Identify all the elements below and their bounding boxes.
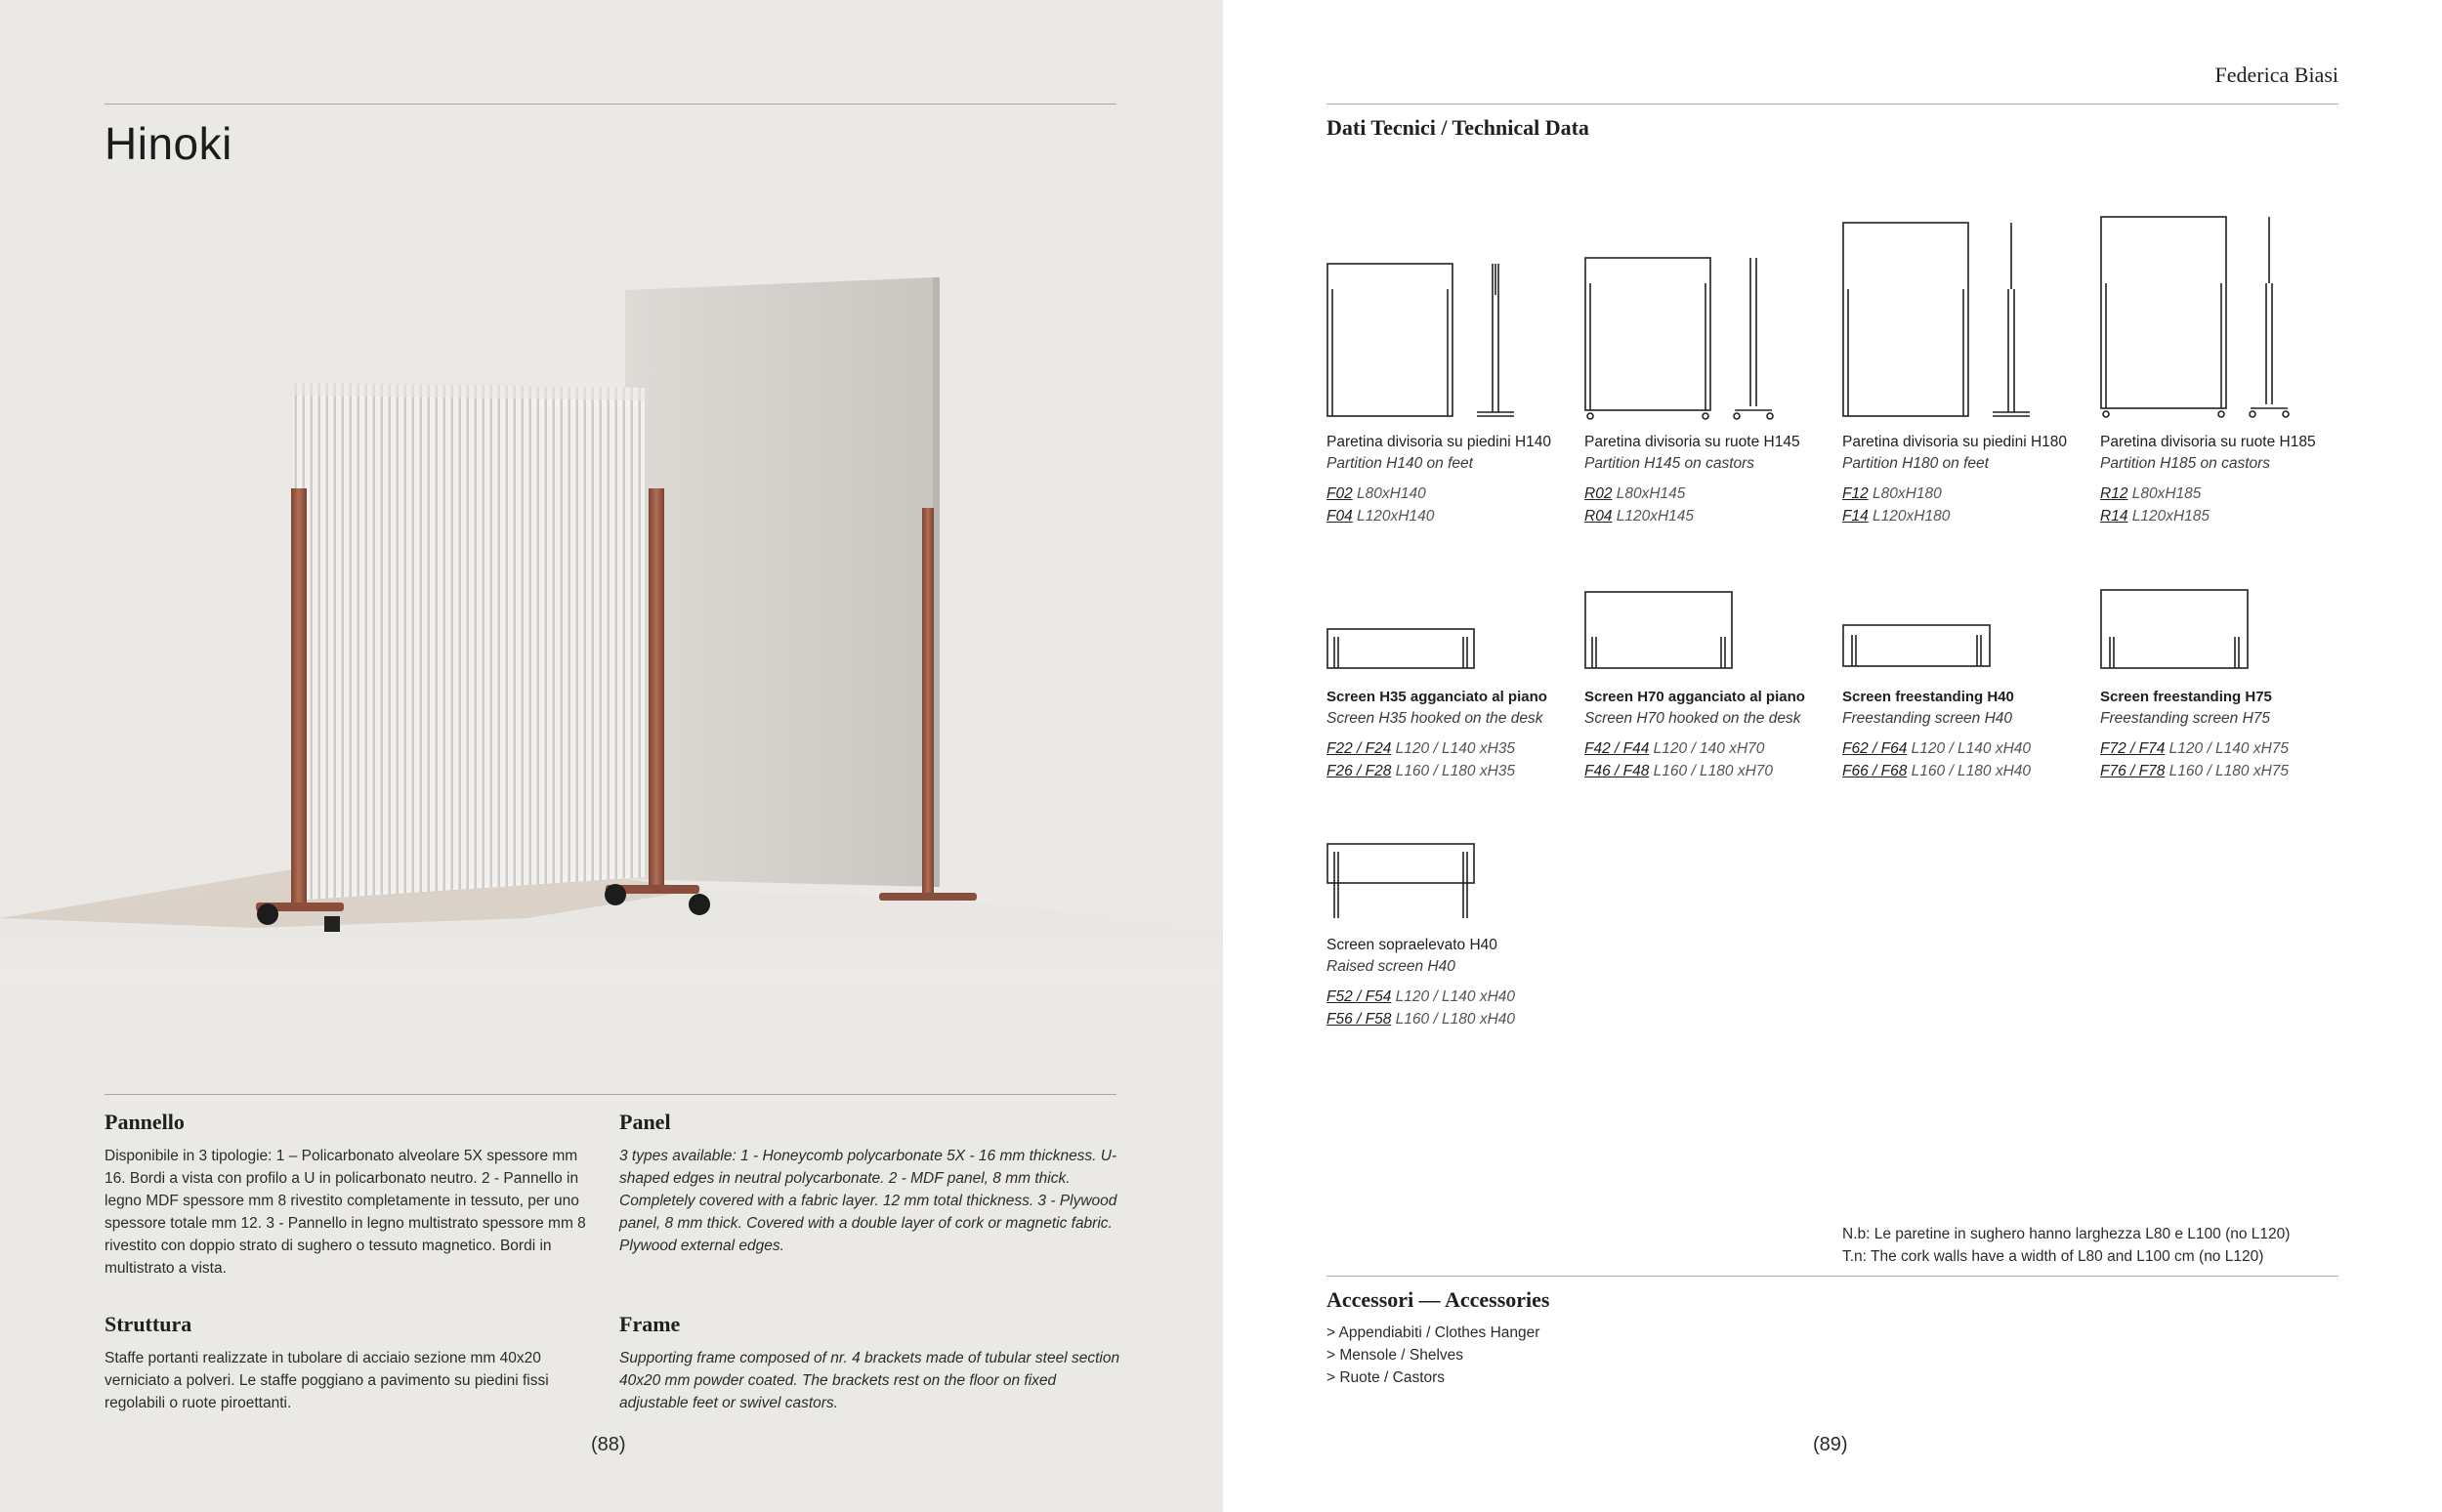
page-number-left: (88) — [591, 1434, 626, 1455]
item-partition-h180 — [1842, 432, 2098, 527]
item-name: Screen H70 agganciato al piano — [1584, 689, 1805, 705]
item-code: F52 / F54 — [1326, 988, 1392, 1005]
item-dim: L160 / L180 xH75 — [2165, 763, 2290, 779]
item-screen-h70 — [1584, 687, 1840, 782]
cork-note-en: T.n: The cork walls have a width of L80 and L100 cm (no L120) — [1842, 1248, 2264, 1265]
item-subtitle: Partition H185 on castors — [2100, 455, 2271, 472]
page-number-right: (89) — [1813, 1434, 1848, 1455]
item-dim: L120 / L140 xH40 — [1907, 740, 2032, 757]
accessory-item: > Mensole / Shelves — [1326, 1347, 1464, 1364]
item-dim: L120 / L140 xH40 — [1391, 988, 1516, 1005]
item-dim: L160 / L180 xH70 — [1649, 763, 1774, 779]
item-name: Screen freestanding H40 — [1842, 689, 2014, 705]
text-frame: Supporting frame composed of nr. 4 brackets made of tubular steel section 40x20 mm powder coated. The brackets rest on the floor on fixed adjustable feet or swivel castors. — [619, 1350, 1120, 1411]
text-panel: 3 types available: 1 - Honeycomb polycarbonate 5X - 16 mm thickness. U-shaped edges in neutral polycarbonate. 2 - MDF panel, 8 mm thick. Completely covered with a fabric layer. 12 mm total thickness. 3 - Plywood panel, 8 mm thick. Covered with a double layer of cork or magnetic fabric. Plywood external edges. — [619, 1148, 1117, 1254]
drawing-partition-h140 — [1326, 256, 1522, 422]
item-screen-h35 — [1326, 687, 1582, 782]
drawing-partition-h180 — [1842, 217, 2038, 422]
item-code: F42 / F44 — [1584, 740, 1650, 757]
drawing-partition-h145 — [1584, 256, 1780, 422]
item-dim: L80xH145 — [1612, 485, 1686, 502]
item-subtitle: Raised screen H40 — [1326, 958, 1455, 975]
item-name: Screen sopraelevato H40 — [1326, 937, 1497, 953]
accessory-item: > Appendiabiti / Clothes Hanger — [1326, 1324, 1540, 1341]
item-subtitle: Freestanding screen H40 — [1842, 710, 2013, 727]
item-code: R04 — [1584, 508, 1613, 525]
item-name: Paretina divisoria su piedini H140 — [1326, 434, 1552, 450]
heading-frame: Frame — [619, 1312, 681, 1336]
item-dim: L120 / 140 xH70 — [1649, 740, 1765, 757]
item-code: F46 / F48 — [1584, 763, 1650, 779]
item-code: F62 / F64 — [1842, 740, 1908, 757]
item-dim: L160 / L180 xH40 — [1907, 763, 2032, 779]
top-rule-right — [1326, 104, 2338, 105]
item-name: Paretina divisoria su piedini H180 — [1842, 434, 2068, 450]
item-dim: L120 / L140 xH75 — [2165, 740, 2290, 757]
text-struttura: Staffe portanti realizzate in tubolare di acciaio sezione mm 40x20 verniciato a polveri. Le staffe poggiano a pavimento su piedini fissi regolabili o ruote piroettanti. — [105, 1350, 549, 1411]
item-code: F04 — [1326, 508, 1353, 525]
item-name: Paretina divisoria su ruote H145 — [1584, 434, 1800, 450]
item-name: Paretina divisoria su ruote H185 — [2100, 434, 2316, 450]
drawing-screen-h70 — [1584, 588, 1741, 672]
accessories-title: Accessori — Accessories — [1326, 1287, 1550, 1312]
item-subtitle: Screen H70 hooked on the desk — [1584, 710, 1801, 727]
item-code: F56 / F58 — [1326, 1011, 1392, 1028]
item-code: F12 — [1842, 485, 1869, 502]
item-subtitle: Freestanding screen H75 — [2100, 710, 2271, 727]
top-rule — [105, 104, 1116, 105]
item-subtitle: Partition H140 on feet — [1326, 455, 1473, 472]
item-code: R02 — [1584, 485, 1613, 502]
brand-name: Federica Biasi — [2214, 63, 2338, 87]
item-screen-raised-h40 — [1326, 935, 1582, 1030]
item-name: Screen freestanding H75 — [2100, 689, 2272, 705]
drawing-screen-h35 — [1326, 625, 1483, 672]
product-title: Hinoki — [105, 118, 232, 169]
item-name: Screen H35 agganciato al piano — [1326, 689, 1547, 705]
accessories-rule — [1326, 1276, 2338, 1277]
item-dim: L80xH180 — [1868, 485, 1942, 502]
item-dim: L120 / L140 xH35 — [1391, 740, 1516, 757]
item-screen-freestanding-h75 — [2100, 687, 2356, 782]
item-subtitle: Partition H180 on feet — [1842, 455, 1989, 472]
item-partition-h185 — [2100, 432, 2356, 527]
item-dim: L80xH140 — [1352, 485, 1426, 502]
product-photo — [0, 244, 1223, 987]
item-dim: L120xH140 — [1352, 508, 1435, 525]
technical-data-title: Dati Tecnici / Technical Data — [1326, 115, 1589, 140]
heading-struttura: Struttura — [105, 1312, 192, 1336]
item-partition-h140 — [1326, 432, 1582, 527]
item-dim: L120xH185 — [2127, 508, 2210, 525]
cork-note-it: N.b: Le paretine in sughero hanno larghezza L80 e L100 (no L120) — [1842, 1226, 2291, 1242]
item-dim: L120xH180 — [1868, 508, 1951, 525]
item-code: R12 — [2100, 485, 2128, 502]
accessory-item: > Ruote / Castors — [1326, 1369, 1446, 1386]
item-code: F02 — [1326, 485, 1353, 502]
drawing-screen-raised-h40 — [1326, 840, 1483, 922]
item-dim: L120xH145 — [1612, 508, 1695, 525]
item-code: F66 / F68 — [1842, 763, 1908, 779]
item-code: F76 / F78 — [2100, 763, 2166, 779]
heading-panel: Panel — [619, 1110, 671, 1134]
item-code: F72 / F74 — [2100, 740, 2166, 757]
text-pannello: Disponibile in 3 tipologie: 1 – Policarbonato alveolare 5X spessore mm 16. Bordi a vista con profilo a U in policarbonato neutro. 2 - Pannello in legno MDF spessore mm 8 rivestito completamente in tessuto, per uno spessore totale mm 12. 3 - Pannello in legno multistrato spessore mm 8 rivestito con doppio strato di sughero o tessuto magnetico. Bordi in multistrato a vista. — [105, 1148, 586, 1277]
item-subtitle: Screen H35 hooked on the desk — [1326, 710, 1543, 727]
right-page — [1223, 0, 2442, 1512]
drawing-screen-freestanding-h40 — [1842, 621, 1999, 672]
item-dim: L80xH185 — [2127, 485, 2202, 502]
cork-note — [1842, 1223, 2290, 1268]
heading-pannello: Pannello — [105, 1110, 185, 1134]
accessories-list — [1326, 1322, 1539, 1389]
item-partition-h145 — [1584, 432, 1840, 527]
item-dim: L160 / L180 xH35 — [1391, 763, 1516, 779]
item-code: F22 / F24 — [1326, 740, 1392, 757]
item-screen-freestanding-h40 — [1842, 687, 2098, 782]
drawing-partition-h185 — [2100, 213, 2295, 422]
item-code: F14 — [1842, 508, 1869, 525]
item-subtitle: Partition H145 on castors — [1584, 455, 1755, 472]
mid-rule — [105, 1094, 1116, 1095]
item-code: R14 — [2100, 508, 2128, 525]
item-dim: L160 / L180 xH40 — [1391, 1011, 1516, 1028]
drawing-screen-freestanding-h75 — [2100, 586, 2256, 672]
item-code: F26 / F28 — [1326, 763, 1392, 779]
